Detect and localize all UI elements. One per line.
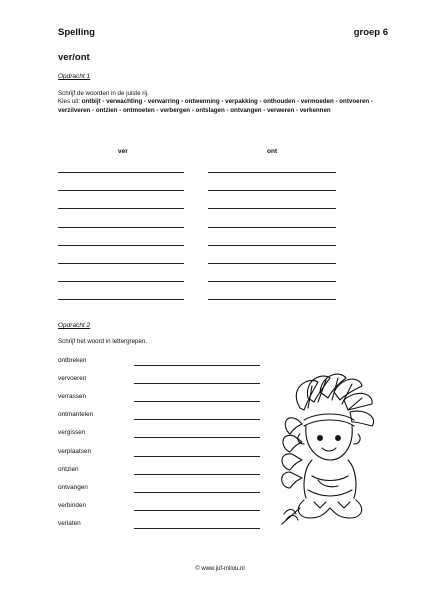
syllable-answer-line[interactable] <box>134 437 260 438</box>
syllable-word: ontvangen <box>58 483 88 491</box>
syllable-word: verbinden <box>58 501 87 509</box>
syllable-answer-line[interactable] <box>134 383 260 384</box>
syllable-answer-line[interactable] <box>134 528 260 529</box>
word-bank-item: verbergen - <box>160 106 196 114</box>
answer-line-ont[interactable] <box>208 172 336 173</box>
answer-line-ont[interactable] <box>208 281 336 282</box>
word-bank-item: verpakking - <box>225 98 264 105</box>
syllable-answer-line[interactable] <box>134 492 260 493</box>
syllable-word: ontzien <box>58 465 79 473</box>
answer-line-ver[interactable] <box>58 281 184 282</box>
syllable-word: vervoeren <box>58 375 87 383</box>
exercise-1-instruction: Schrijf de woorden in de juiste rij. <box>58 90 149 97</box>
answer-line-ont[interactable] <box>208 263 336 264</box>
body <box>298 460 361 518</box>
word-bank-label: Kies uit: <box>58 98 81 105</box>
exercise-2-instruction: Schrijf het woord in lettergrepen. <box>58 338 148 345</box>
answer-line-ont[interactable] <box>208 299 336 300</box>
topic-title: ver/ont <box>58 52 90 63</box>
syllable-word: vergissen <box>58 429 86 437</box>
exercise-1-title: Opdracht 1 <box>58 73 91 80</box>
footer-copyright: © www.juf-milou.nl <box>195 566 245 572</box>
headdress-feathers <box>282 374 374 488</box>
answer-line-ont[interactable] <box>208 190 336 191</box>
syllable-answer-line[interactable] <box>134 401 260 402</box>
column-heading-ont: ont <box>267 148 278 155</box>
native-child-illustration <box>278 368 388 528</box>
answer-line-ver[interactable] <box>58 263 184 264</box>
answer-line-ver[interactable] <box>58 299 184 300</box>
answer-line-ont[interactable] <box>208 245 336 246</box>
headband <box>304 414 354 420</box>
answer-line-ont[interactable] <box>208 208 336 209</box>
word-bank-item: ontvangen - <box>230 106 268 114</box>
word-bank-item: onthouden - <box>263 98 301 105</box>
word-bank-item: ontbijt - <box>81 98 107 105</box>
word-bank-item: verwarring - <box>147 98 185 105</box>
answer-line-ver[interactable] <box>58 227 184 228</box>
syllable-word: verplaatsen <box>58 447 92 455</box>
syllable-word: verlaten <box>58 519 81 527</box>
syllable-answer-line[interactable] <box>134 510 260 511</box>
word-bank-item: ontslagen - <box>195 106 231 114</box>
syllable-answer-line[interactable] <box>134 456 260 457</box>
word-bank-item: ontwenning - <box>184 98 226 105</box>
face <box>298 426 360 460</box>
syllable-answer-line[interactable] <box>134 474 260 475</box>
answer-line-ver[interactable] <box>58 245 184 246</box>
word-bank-item: vermoeden - <box>300 98 340 105</box>
syllable-word: ontbreken <box>58 357 87 364</box>
answer-line-ont[interactable] <box>208 227 336 228</box>
word-bank-item: ontmoeten - <box>123 106 161 114</box>
word-bank-item: ontvoeren - <box>339 98 373 105</box>
word-bank <box>58 98 386 115</box>
column-heading-ver: ver <box>118 148 128 155</box>
word-bank-item: verweren - <box>267 106 300 114</box>
subject-title: Spelling <box>58 27 95 38</box>
answer-line-ver[interactable] <box>58 190 184 191</box>
word-bank-item: verkennen <box>299 106 331 114</box>
exercise-2-title: Opdracht 2 <box>58 322 91 329</box>
word-bank-item: ontzien - <box>95 106 123 114</box>
syllable-word: ontmantelen <box>58 411 94 419</box>
word-bank-item: verwachting - <box>106 98 148 105</box>
answer-line-ver[interactable] <box>58 172 184 173</box>
word-bank-item: verzilveren - <box>58 106 96 114</box>
group-label: groep 6 <box>353 27 388 38</box>
syllable-answer-line[interactable] <box>134 365 260 366</box>
syllable-answer-line[interactable] <box>134 419 260 420</box>
answer-line-ver[interactable] <box>58 208 184 209</box>
plant <box>282 508 300 524</box>
syllable-word: verrassen <box>58 393 87 401</box>
